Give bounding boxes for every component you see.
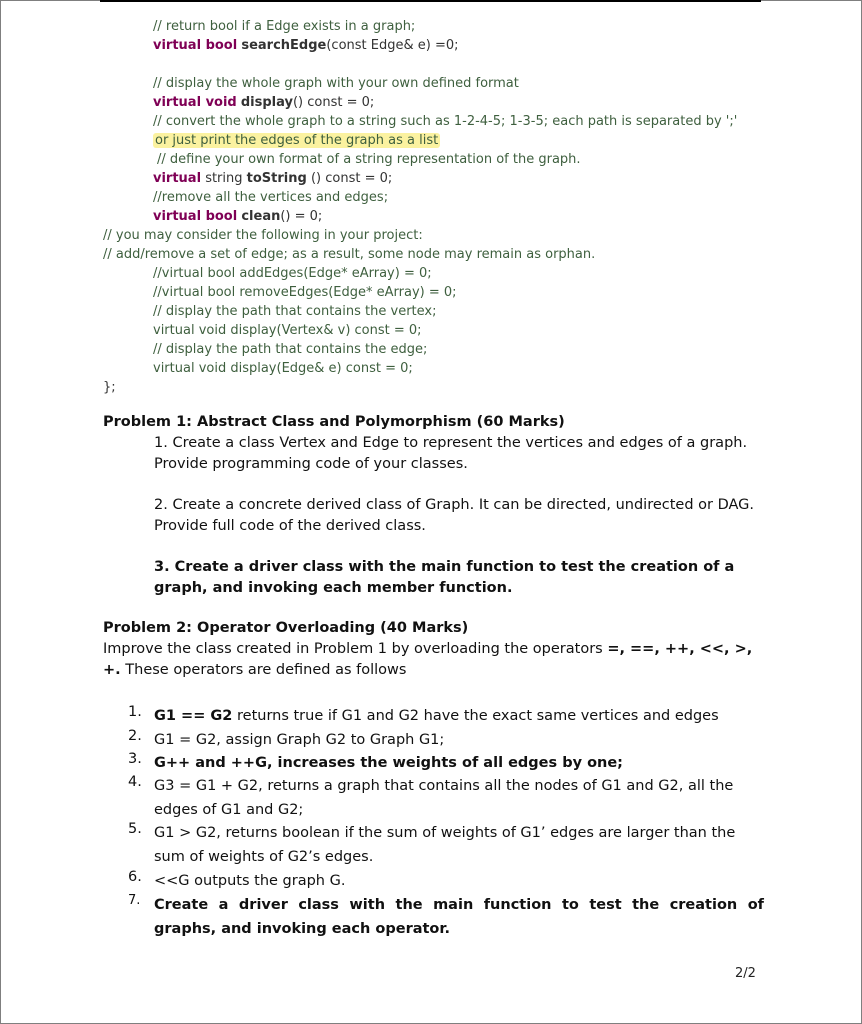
keyword: virtual void: [153, 95, 237, 110]
problem2-heading: Problem 2: Operator Overloading (40 Marks): [103, 620, 469, 636]
problem1-item-2: 2. Create a concrete derived class of Graph. It can be directed, undirected or DAG. Provide full code of the derived class.: [154, 497, 755, 534]
problem1-item-3: 3. Create a driver class with the main function to test the creation of a graph, and invoking each member function.: [154, 559, 735, 596]
method-name: display: [240, 95, 293, 110]
list-item: [154, 893, 764, 941]
method-name: clean: [241, 209, 281, 224]
list-number: 3.: [128, 751, 142, 767]
list-number: 6.: [128, 869, 142, 885]
list-item: [154, 751, 764, 775]
signature: () const = 0;: [292, 95, 375, 110]
keyword: virtual: [153, 171, 202, 186]
list-item-bold: Create a driver class with the main function to test the creation of graphs, and invoking each operator.: [154, 897, 764, 937]
problem2-intro: [103, 639, 753, 681]
list-number: 1.: [128, 704, 142, 720]
top-rule: [100, 0, 761, 2]
keyword: virtual bool: [153, 209, 238, 224]
list-item-text: G1 = G2, assign Graph G2 to Graph G1;: [154, 732, 445, 748]
intro-text: Improve the class created in Problem 1 by overloading the operators: [103, 641, 608, 657]
code-line-8: [153, 169, 392, 188]
code-line-12: // add/remove a set of edge; as a result, some node may remain as orphan.: [103, 247, 596, 262]
list-item: [154, 704, 764, 728]
code-line-16: virtual void display(Vertex& v) const = 0;: [153, 323, 422, 338]
code-line-15: // display the path that contains the vertex;: [153, 304, 437, 319]
list-item-bold: G++ and ++G, increases the weights of all edges by one;: [154, 755, 623, 771]
code-line-2: [153, 36, 459, 55]
list-item: [154, 728, 764, 752]
list-number: 5.: [128, 821, 142, 837]
list-number: 2.: [128, 728, 142, 744]
page-number: 2/2: [735, 966, 756, 981]
list-number: 4.: [128, 774, 142, 790]
method-name: toString: [246, 171, 307, 186]
intro-text-end: These operators are defined as follows: [120, 662, 407, 678]
list-item-text: G3 = G1 + G2, returns a graph that contains all the nodes of G1 and G2, all the edges of G1 and G2;: [154, 778, 734, 818]
list-item-text: G1 > G2, returns boolean if the sum of weights of G1’ edges are larger than the sum of weights of G2’s edges.: [154, 825, 736, 865]
code-line-4: [153, 93, 374, 112]
list-item: [154, 821, 764, 869]
code-line-3: // display the whole graph with your own defined format: [153, 76, 519, 91]
list-item-text: returns true if G1 and G2 have the exact same vertices and edges: [232, 708, 719, 724]
problem1-item-1: 1. Create a class Vertex and Edge to represent the vertices and edges of a graph. Provide programming code of your classes.: [154, 435, 748, 472]
code-line-10: [153, 207, 322, 226]
highlighted-text: or just print the edges of the graph as a list: [155, 133, 439, 148]
code-line-5: // convert the whole graph to a string such as 1-2-4-5; 1-3-5; each path is separated by ';': [153, 114, 738, 129]
type-name: string: [205, 171, 243, 186]
code-line-9: //remove all the vertices and edges;: [153, 190, 389, 205]
signature: () const = 0;: [310, 171, 393, 186]
list-item-text: <<G outputs the graph G.: [154, 873, 346, 889]
code-line-19: };: [103, 380, 116, 395]
code-line-11: // you may consider the following in your project:: [103, 228, 423, 243]
list-item: [154, 774, 764, 822]
code-line-14: //virtual bool removeEdges(Edge* eArray) = 0;: [153, 285, 457, 300]
problem1-heading: Problem 1: Abstract Class and Polymorphism (60 Marks): [103, 414, 565, 430]
list-number: 7.: [128, 893, 141, 908]
code-line-1: // return bool if a Edge exists in a graph;: [153, 19, 416, 34]
list-item: [154, 869, 764, 893]
code-line-13: //virtual bool addEdges(Edge* eArray) = 0;: [153, 266, 432, 281]
keyword: virtual bool: [153, 38, 238, 53]
list-item-bold: G1 == G2: [154, 708, 233, 724]
code-line-18: virtual void display(Edge& e) const = 0;: [153, 361, 413, 376]
signature: () = 0;: [280, 209, 323, 224]
code-line-7: // define your own format of a string representation of the graph.: [157, 152, 581, 167]
code-line-6: [153, 131, 440, 150]
operator-list: =, ==, ++, <<, >, +.: [103, 641, 753, 678]
signature: (const Edge& e) =0;: [326, 38, 459, 53]
method-name: searchEdge: [241, 38, 327, 53]
code-line-17: // display the path that contains the edge;: [153, 342, 428, 357]
